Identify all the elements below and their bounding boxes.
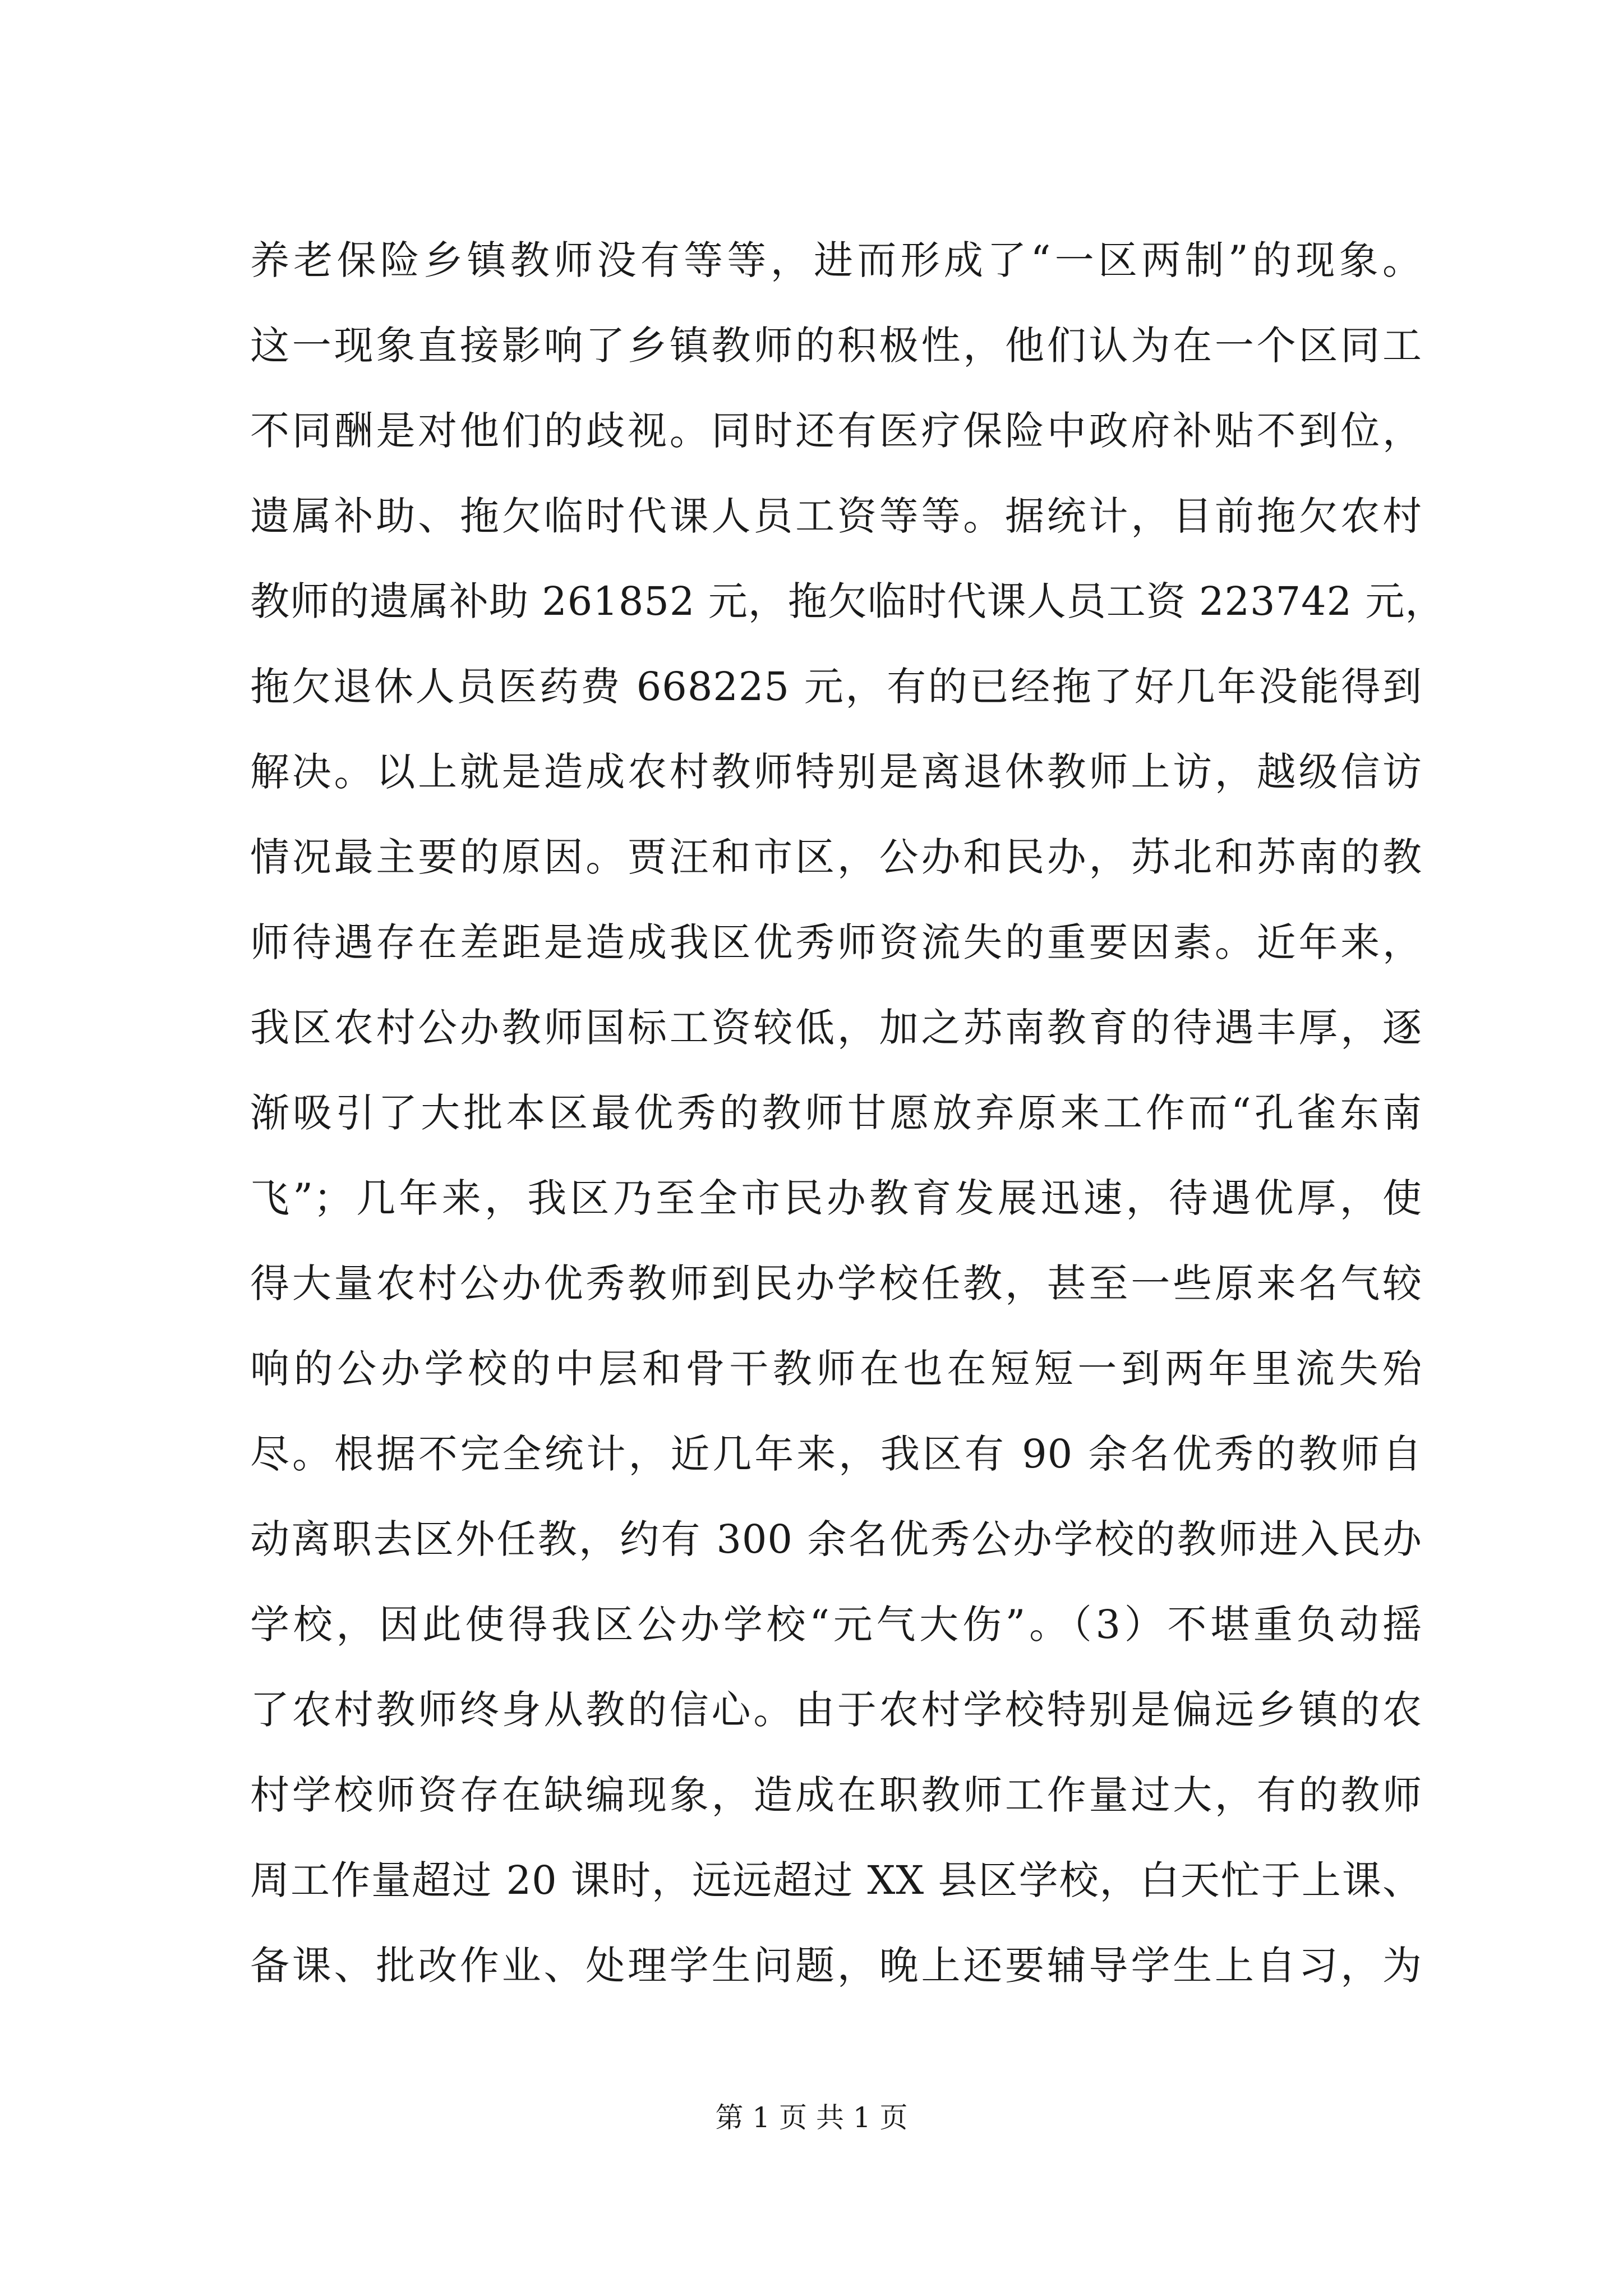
text-line: 了农村教师终身从教的信心。由于农村学校特别是偏远乡镇的农 — [250, 1687, 1422, 1733]
text-line: 周工作量超过 20 课时，远远超过 XX 县区学校，白天忙于上课、 — [250, 1857, 1422, 1903]
text-line: 飞”；几年来，我区乃至全市民办教育发展迅速，待遇优厚，使 — [250, 1175, 1422, 1221]
text-line: 渐吸引了大批本区最优秀的教师甘愿放弃原来工作而“孔雀东南 — [250, 1090, 1422, 1136]
text-line: 这一现象直接影响了乡镇教师的积极性，他们认为在一个区同工 — [250, 323, 1422, 369]
body-text — [250, 218, 1445, 2008]
text-line: 尽。根据不完全统计，近几年来，我区有 90 余名优秀的教师自 — [250, 1431, 1422, 1477]
text-line: 遗属补助、拖欠临时代课人员工资等等。据统计，目前拖欠农村 — [250, 493, 1422, 539]
text-line: 备课、批改作业、处理学生问题，晚上还要辅导学生上自习，为 — [250, 1943, 1422, 1989]
text-line: 学校，因此使得我区公办学校“元气大伤”。（3）不堪重负动摇 — [250, 1602, 1422, 1648]
text-line: 得大量农村公办优秀教师到民办学校任教，甚至一些原来名气较 — [250, 1260, 1422, 1306]
text-line: 养老保险乡镇教师没有等等，进而形成了“一区两制”的现象。 — [250, 237, 1422, 283]
text-line: 响的公办学校的中层和骨干教师在也在短短一到两年里流失殆 — [250, 1346, 1422, 1392]
text-line: 解决。以上就是造成农村教师特别是离退休教师上访，越级信访 — [250, 749, 1422, 795]
page-footer — [0, 2101, 1623, 2134]
text-line: 情况最主要的原因。贾汪和市区，公办和民办，苏北和苏南的教 — [250, 834, 1422, 880]
text-line: 拖欠退休人员医药费 668225 元，有的已经拖了好几年没能得到 — [250, 664, 1422, 710]
text-line: 村学校师资存在缺编现象，造成在职教师工作量过大，有的教师 — [250, 1772, 1422, 1818]
text-line: 不同酬是对他们的歧视。同时还有医疗保险中政府补贴不到位， — [250, 408, 1422, 454]
text-line: 动离职去区外任教，约有 300 余名优秀公办学校的教师进入民办 — [250, 1516, 1422, 1562]
text-line: 教师的遗属补助 261852 元，拖欠临时代课人员工资 223742 元， — [250, 578, 1445, 624]
text-line: 师待遇存在差距是造成我区优秀师资流失的重要因素。近年来， — [250, 919, 1422, 965]
text-line: 我区农村公办教师国标工资较低，加之苏南教育的待遇丰厚，逐 — [250, 1005, 1422, 1051]
page-number-label: 第 1 页 共 1 页 — [715, 2101, 908, 2134]
